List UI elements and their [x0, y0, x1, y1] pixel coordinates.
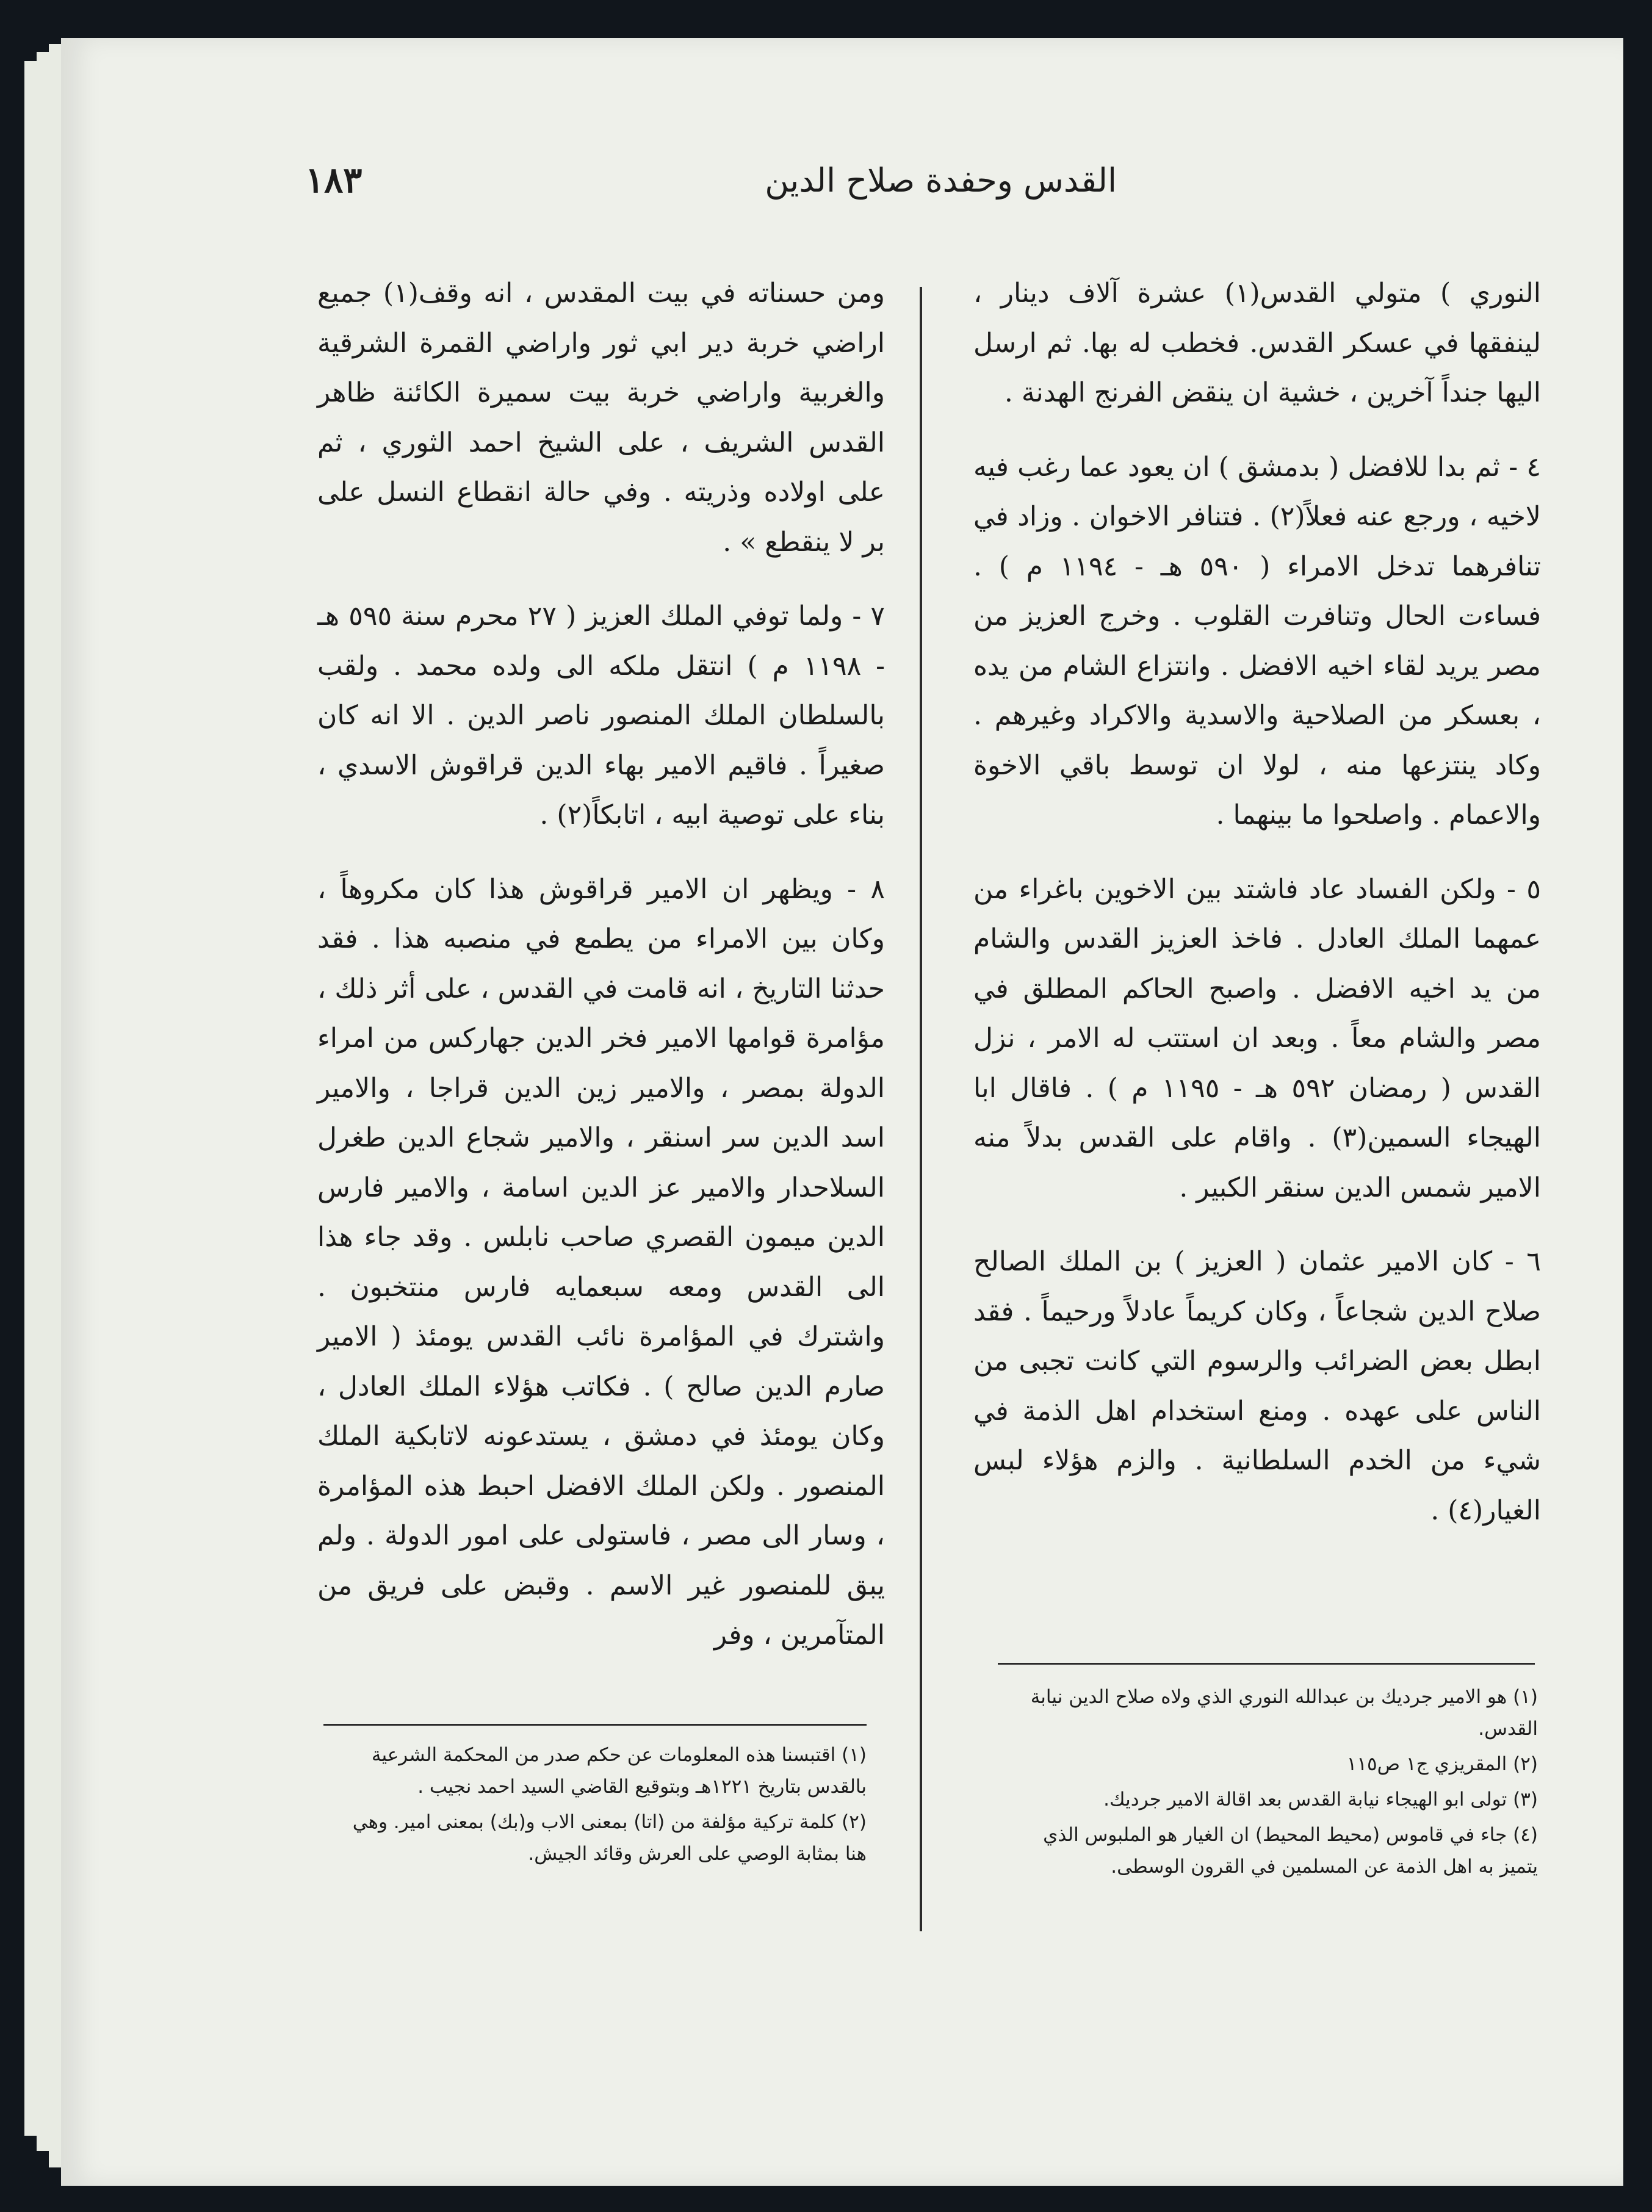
- footnote-rule: [998, 1663, 1535, 1665]
- footnote: (١) اقتبسنا هذه المعلومات عن حكم صدر من المحكمة الشرعية بالقدس بتاريخ ١٢٢١هـ وبتوقيع القاضي السيد احمد نجيب .: [371, 1744, 867, 1798]
- running-header: [305, 146, 1117, 214]
- footnote: (٣) تولى ابو الهيجاء نيابة القدس بعد اقالة الامير جرديك.: [1103, 1789, 1538, 1810]
- left-footnotes: [326, 1739, 867, 1873]
- paragraph: ٤ - ثم بدا للافضل ( بدمشق ) ان يعود عما رغب فيه لاخيه ، ورجع عنه فعلاً(٢) . فتنافر الاخوان . وزاد في تنافرهما تدخل الامراء ( ٥٩٠ هـ - ١١٩٤ م ) . فساءت الحال وتنافرت القلوب . وخرج العزيز من مصر يريد لقاء اخيه الافضل . وانتزاع الشام من يده ، بعسكر من الصلاحية والاسدية والاكراد وغيرهم . وكاد ينتزعها منه ، لولا ان توسط باقي الاخوة والاعمام . واصلحوا ما بينهما .: [973, 451, 1542, 830]
- paragraph: ٨ - ويظهر ان الامير قراقوش هذا كان مكروهاً ، وكان بين الامراء من يطمع في منصبه هذا . فقد حدثنا التاريخ ، انه قامت في القدس ، على أثر ذلك ، مؤامرة قوامها الامير فخر الدين جهاركس من امراء الدولة بمصر ، والامير زين الدين قراجا ، والامير اسد الدين سر اسنقر ، والامير شجاع الدين طغرل السلاحدار والامير عز الدين اسامة ، والامير فارس الدين ميمون القصري صاحب نابلس . وقد جاء هذا الى القدس ومعه سبعمايه فارس منتخبون . واشترك في المؤامرة نائب القدس يومئذ ( الامير صارم الدين صالح ) . فكاتب هؤلاء الملك العادل ، وكان يومئذ في دمشق ، يستدعونه لاتابكية الملك المنصور . ولكن الملك الافضل احبط هذه المؤامرة ، وسار الى مصر ، فاستولى على امور الدولة . ولم يبق للمنصور غير الاسم . وقبض على فريق من المتآمرين ، وفر: [317, 873, 885, 1651]
- column-divider: [920, 287, 922, 1931]
- page-number: ١٨٣: [305, 159, 363, 201]
- paragraph: ٦ - كان الامير عثمان ( العزيز ) بن الملك الصالح صلاح الدين شجاعاً ، وكان كريماً عادلاً ورحيماً . فقد ابطل بعض الضرائب والرسوم التي كانت تجبى من الناس على عهده . ومنع استخدام اهل الذمة في شيء من الخدم السلطانية . والزم هؤلاء لبس الغيار(٤) .: [973, 1246, 1541, 1526]
- footnote-rule: [323, 1724, 867, 1726]
- right-column: [973, 268, 1541, 1560]
- footnote: (٤) جاء في قاموس (محيط المحيط) ان الغيار هو الملبوس الذي يتميز به اهل الذمة عن المسلمين في القرون الوسطى.: [1043, 1824, 1538, 1878]
- paragraph: النوري ) متولي القدس(١) عشرة آلاف دينار ، لينفقها في عسكر القدس. فخطب له بها. ثم ارسل اليها جنداً آخرين ، خشية ان ينقض الفرنج الهدنة .: [973, 278, 1541, 408]
- header-title: القدس وحفدة صلاح الدين: [765, 160, 1117, 200]
- paragraph: ٧ - ولما توفي الملك العزيز ( ٢٧ محرم سنة ٥٩٥ هـ - ١١٩٨ م ) انتقل ملكه الى ولده محمد . ولقب بالسلطان الملك المنصور ناصر الدين . الا انه كان صغيراً . فاقيم الامير بهاء الدين قراقوش الاسدي ، بناء على توصية ابيه ، اتابكاً(٢) .: [317, 600, 885, 830]
- right-footnotes: [1001, 1681, 1538, 1886]
- footnote: (١) هو الامير جرديك بن عبدالله النوري الذي ولاه صلاح الدين نيابة القدس.: [1030, 1686, 1538, 1740]
- footnote: (٢) المقريزي ج١ ص١١٥: [1346, 1753, 1538, 1775]
- paragraph: ومن حسناته في بيت المقدس ، انه وقف(١) جميع اراضي خربة دير ابي ثور واراضي القمرة الشرقية والغربية واراضي خربة بيت سميرة الكائنة ظاهر القدس الشريف ، على الشيخ احمد الثوري ، ثم على اولاده وذريته . وفي حالة انقطاع النسل على بر لا ينقطع » .: [317, 278, 885, 558]
- footnote: (٢) كلمة تركية مؤلفة من (اتا) بمعنى الاب و(بك) بمعنى امير. وهي هنا بمثابة الوصي على العرش وقائد الجيش.: [352, 1811, 867, 1865]
- left-column: [317, 268, 885, 1685]
- paragraph: ٥ - ولكن الفساد عاد فاشتد بين الاخوين باغراء من عمهما الملك العادل . فاخذ العزيز القدس والشام من يد اخيه الافضل . واصبح الحاكم المطلق في مصر والشام معاً . وبعد ان استتب له الامر ، نزل القدس ( رمضان ٥٩٢ هـ - ١١٩٥ م ) . فاقال ابا الهيجاء السمين(٣) . واقام على القدس بدلاً منه الامير شمس الدين سنقر الكبير .: [973, 873, 1541, 1203]
